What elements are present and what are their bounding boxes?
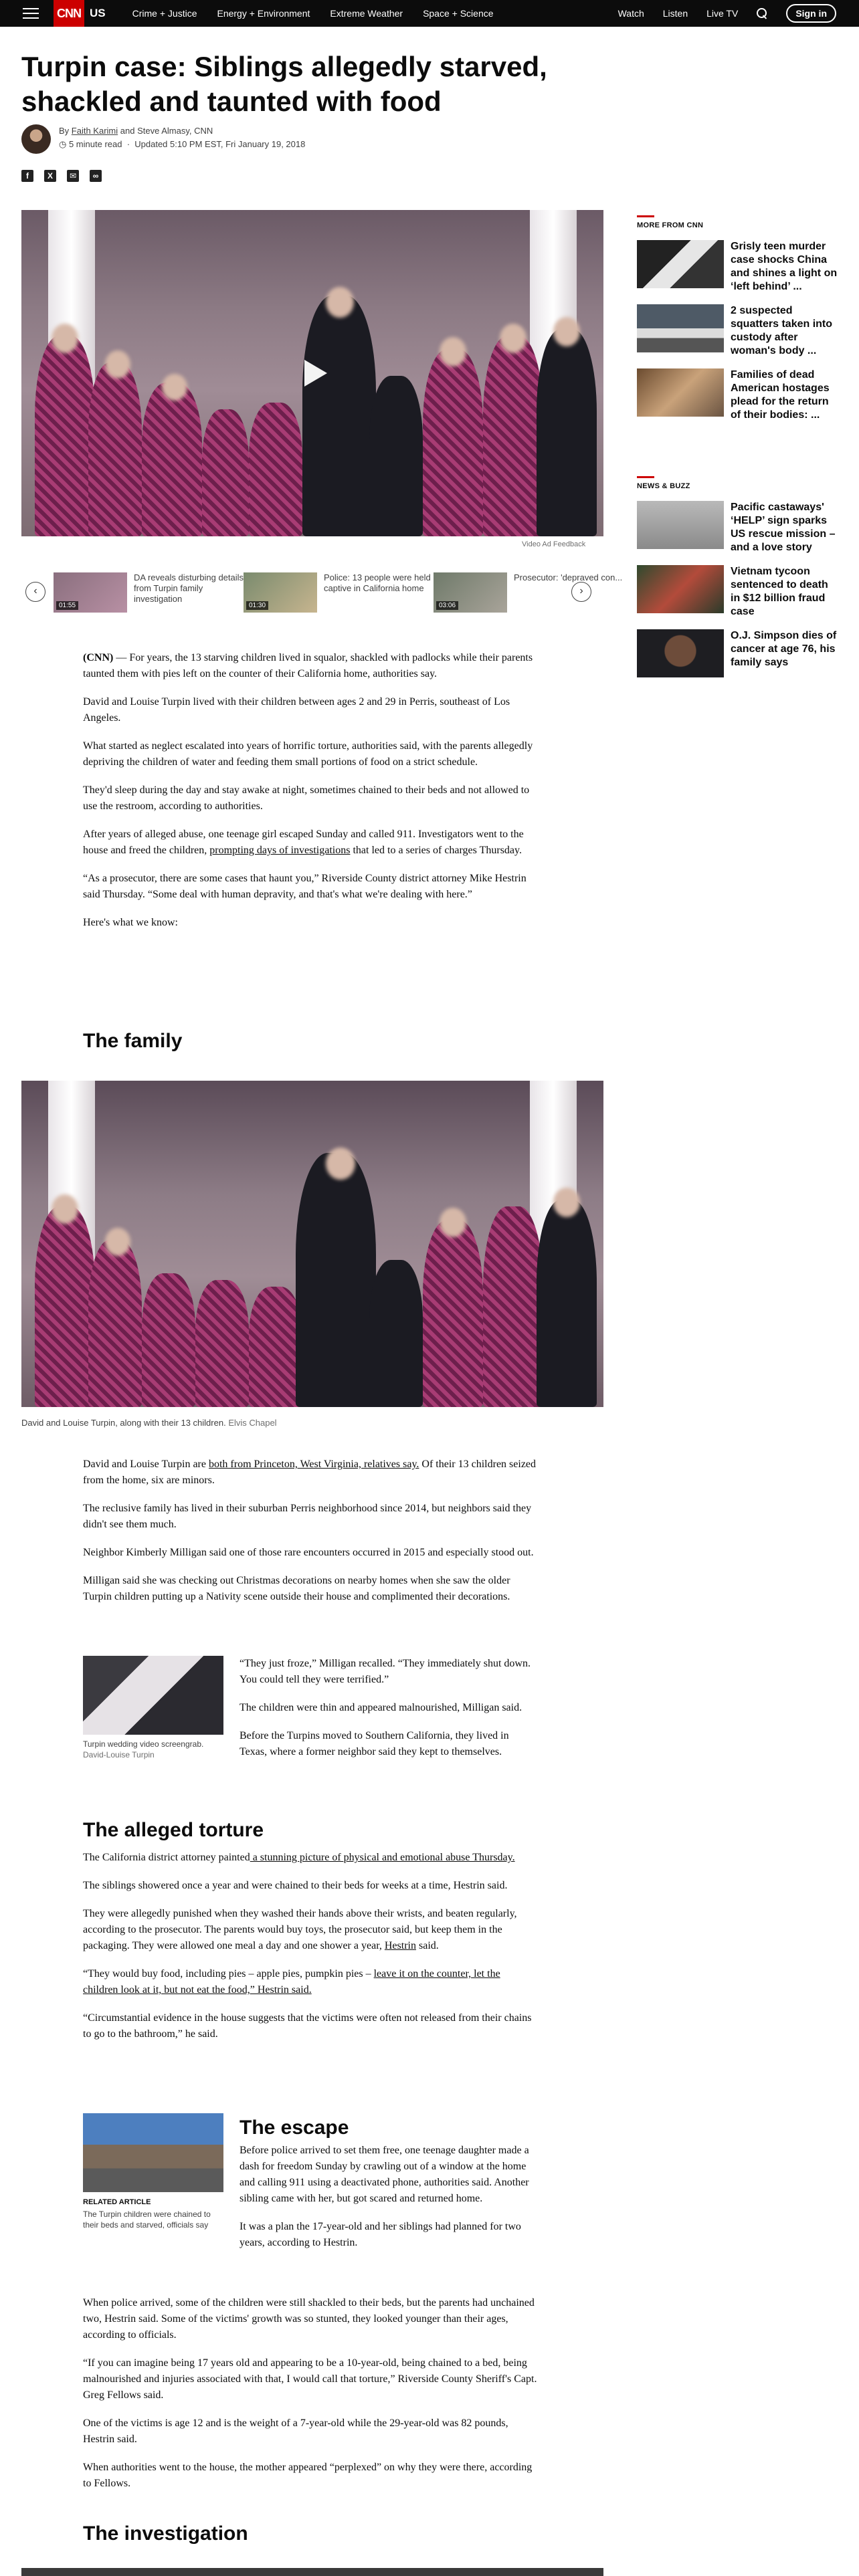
carousel-prev-icon[interactable]: ‹ xyxy=(25,582,45,602)
email-icon[interactable]: ✉ xyxy=(67,170,79,182)
carousel-item[interactable] xyxy=(434,572,623,613)
video-duration: 03:06 xyxy=(436,601,458,610)
related-image xyxy=(83,2113,223,2192)
inline-link[interactable]: leave it on the counter, let the children look at it, but not eat the food,” Hestrin said. xyxy=(83,1968,500,1996)
section-heading-torture: The alleged torture xyxy=(83,1819,264,1841)
paragraph: The California district attorney painted a stunning picture of physical and emotional abuse Thursday. xyxy=(83,1852,515,1863)
paragraph: “Circumstantial evidence in the house suggests that the victims were often not released from their chains to go to the bathroom,” he said. xyxy=(83,2012,532,2040)
top-nav xyxy=(0,0,859,27)
nav-live-tv[interactable]: Live TV xyxy=(706,8,739,19)
paragraph: “They just froze,” Milligan recalled. “They immediately shut down. You could tell they were terrified.” xyxy=(240,1658,531,1685)
video-duration: 01:30 xyxy=(246,601,268,610)
paragraph: Here's what we know: xyxy=(83,917,178,928)
related-article[interactable]: RELATED ARTICLE The Turpin children were chained to their beds and starved, officials say xyxy=(83,2113,223,2230)
paragraph: After years of alleged abuse, one teenage girl escaped Sunday and called 911. Investigators went to the house and freed the children, prompting days of investigations that led to a series of charges Thursday. xyxy=(83,829,524,856)
paragraph: Before the Turpins moved to Southern California, they lived in Texas, where a former neighbor said they kept to themselves. xyxy=(240,1730,509,1757)
carousel-title: Police: 13 people were held captive in California home xyxy=(324,572,431,593)
nav-link-energy[interactable]: Energy + Environment xyxy=(217,8,310,19)
cnn-logo[interactable]: CNN xyxy=(54,0,84,27)
facebook-icon[interactable]: f xyxy=(21,170,33,182)
and-text: and xyxy=(120,126,135,136)
rail-card[interactable]: O.J. Simpson dies of cancer at age 76, his family says xyxy=(637,629,838,677)
paragraph: When authorities went to the house, the mother appeared “perplexed” on why they were there, according to Fellows. xyxy=(83,2462,533,2489)
paragraph: One of the victims is age 12 and is the weight of a 7-year-old while the 29-year-old was 82 pounds, Hestrin said. xyxy=(83,2418,508,2445)
article-body-intro xyxy=(83,650,538,943)
article-body-escape-a xyxy=(240,2117,538,2263)
carousel-title: Prosecutor: 'depraved con... xyxy=(514,572,623,582)
paragraph: Milligan said she was checking out Christmas decorations on nearby homes when she saw the older Turpin children putting up a Nativity scene outside their house and complimented their decorations. xyxy=(83,1575,510,1602)
rail-card[interactable]: Grisly teen murder case shocks China and shines a light on ‘left behind’ ... xyxy=(637,240,838,294)
nav-right xyxy=(618,0,836,27)
paragraph: The children were thin and appeared malnourished, Milligan said. xyxy=(240,1702,522,1713)
by-prefix: By xyxy=(59,126,70,136)
next-media-strip xyxy=(21,2568,603,2576)
inline-link[interactable]: both from Princeton, West Virginia, relatives say. xyxy=(208,1459,419,1470)
edition-label[interactable]: US xyxy=(90,7,106,19)
rail-label: NEWS & BUZZ xyxy=(637,476,654,490)
author-2: Steve Almasy, CNN xyxy=(137,126,213,136)
paragraph: They'd sleep during the day and stay awake at night, sometimes chained to their beds and not allowed to use the restroom, according to authorities. xyxy=(83,784,530,812)
article-body-wedding xyxy=(240,1656,538,1772)
byline: By Faith Karimi and Steve Almasy, CNN ◷ 5 minute read · Updated 5:10 PM EST, Fri January 19, 2018 xyxy=(21,124,305,154)
wedding-image xyxy=(83,1656,223,1735)
video-ad-feedback[interactable]: Video Ad Feedback xyxy=(522,540,586,548)
paragraph: The reclusive family has lived in their suburban Perris neighborhood since 2014, but neighbors said they didn't see them much. xyxy=(83,1503,532,1530)
paragraph: “If you can imagine being 17 years old and appearing to be a 10-year-old, being chained to a bed, being malnourished and injuries associated with that, I would call that torture,” Riverside County Sheriff's Capt. Greg Fellows said. xyxy=(83,2357,537,2401)
paragraph: They were allegedly punished when they washed their hands above their wrists, and beaten regularly, according to the prosecutor. The parents would buy toys, the prosecutor said, but keep them in the packaging. They were allowed one meal a day and one shower a year, Hestrin said. xyxy=(83,1908,517,1951)
section-heading-escape: The escape xyxy=(240,2117,349,2139)
play-icon[interactable] xyxy=(292,353,332,393)
paragraph: David and Louise Turpin are both from Princeton, West Virginia, relatives say. Of their 13 children seized from the home, six are minors. xyxy=(83,1459,537,1486)
news-and-buzz xyxy=(637,476,838,677)
nav-link-space[interactable]: Space + Science xyxy=(423,8,494,19)
inline-link[interactable]: a stunning picture of physical and emotional abuse Thursday. xyxy=(250,1852,515,1863)
updated-timestamp: Updated 5:10 PM EST, Fri January 19, 2018 xyxy=(134,139,306,149)
rail-card[interactable]: Families of dead American hostages plead for the return of their bodies: ... xyxy=(637,368,838,422)
sign-in-button[interactable]: Sign in xyxy=(786,4,836,23)
more-from-cnn xyxy=(637,215,838,422)
video-carousel xyxy=(21,570,623,618)
paragraph: Neighbor Kimberly Milligan said one of those rare encounters occurred in 2015 and especially stood out. xyxy=(83,1547,534,1558)
carousel-title: DA reveals disturbing details from Turpin family investigation xyxy=(134,572,244,604)
nav-link-crime[interactable]: Crime + Justice xyxy=(132,8,197,19)
family-photo xyxy=(21,1081,603,1407)
carousel-item[interactable] xyxy=(244,572,438,613)
article-body-torture xyxy=(83,1850,538,2054)
video-duration: 01:55 xyxy=(56,601,78,610)
x-icon[interactable]: X xyxy=(44,170,56,182)
paragraph: Before police arrived to set them free, one teenage daughter made a dash for freedom Sunday by crawling out of a window at the home and calling 911 using a deactivated phone, authorities said. Another sibling came with her, but got scared and returned home. xyxy=(240,2145,529,2204)
nav-watch[interactable]: Watch xyxy=(617,8,644,19)
nav-link-weather[interactable]: Extreme Weather xyxy=(330,8,403,19)
article-body-escape-b xyxy=(83,2295,538,2504)
inline-link[interactable]: Hestrin xyxy=(384,1940,416,1951)
author-link-1[interactable]: Faith Karimi xyxy=(71,126,118,136)
link-icon[interactable]: ∞ xyxy=(90,170,102,182)
section-heading-family: The family xyxy=(83,1030,183,1052)
paragraph: When police arrived, some of the children were still shackled to their beds, but the parents had unchained two, Hestrin said. Some of the victims' growth was so stunted, they looked younger than their ages, according to officials. xyxy=(83,2297,535,2341)
paragraph: “They would buy food, including pies – apple pies, pumpkin pies – leave it on the counter, let the children look at it, but not eat the food,” Hestrin said. xyxy=(83,1968,500,1996)
carousel-item[interactable] xyxy=(54,572,248,613)
article-body-family xyxy=(83,1457,538,1617)
inline-link[interactable]: prompting days of investigations xyxy=(209,845,351,856)
hamburger-menu-icon[interactable] xyxy=(23,8,39,19)
photo-caption: David and Louise Turpin, along with their 13 children. Elvis Chapel xyxy=(21,1418,277,1428)
section-heading-investigation: The investigation xyxy=(83,2523,248,2545)
paragraph: (CNN) — For years, the 13 starving children lived in squalor, shackled with padlocks while their parents taunted them with pies left on the counter of their California home, authorities say. xyxy=(83,652,533,679)
rail-label: MORE FROM CNN xyxy=(637,215,654,229)
paragraph: “As a prosecutor, there are some cases that haunt you,” Riverside County district attorney Mike Hestrin said Thursday. “Some deal with human depravity, and that's what we're dealing with here.” xyxy=(83,873,527,900)
paragraph: The siblings showered once a year and were chained to their beds for weeks at a time, Hestrin said. xyxy=(83,1880,508,1891)
author-avatar xyxy=(21,124,51,154)
paragraph: David and Louise Turpin lived with their children between ages 2 and 29 in Perris, southeast of Los Angeles. xyxy=(83,696,510,724)
read-time: 5 minute read xyxy=(68,139,122,149)
clock-icon: ◷ xyxy=(59,139,67,149)
search-icon[interactable] xyxy=(757,8,767,19)
nav-listen[interactable]: Listen xyxy=(662,8,688,19)
share-bar xyxy=(21,170,102,182)
carousel-next-icon[interactable]: › xyxy=(571,582,591,602)
paragraph: It was a plan the 17-year-old and her siblings had planned for two years, according to Hestrin. xyxy=(240,2221,521,2248)
rail-card[interactable]: 2 suspected squatters taken into custody after woman's body ... xyxy=(637,304,838,358)
article-headline: Turpin case: Siblings allegedly starved, shackled and taunted with food xyxy=(21,51,547,117)
rail-card[interactable]: Pacific castaways' ‘HELP’ sign sparks US rescue mission – and a love story xyxy=(637,501,838,554)
paragraph: What started as neglect escalated into years of horrific torture, authorities said, with the parents allegedly depriving the children of water and feeding them small portions of food on a strict schedule. xyxy=(83,740,533,768)
rail-card[interactable]: Vietnam tycoon sentenced to death in $12 billion fraud case xyxy=(637,565,838,619)
video-player[interactable] xyxy=(21,210,603,536)
section-links xyxy=(132,8,494,19)
wedding-inset[interactable]: Turpin wedding video screengrab. David-Louise Turpin xyxy=(83,1656,223,1760)
